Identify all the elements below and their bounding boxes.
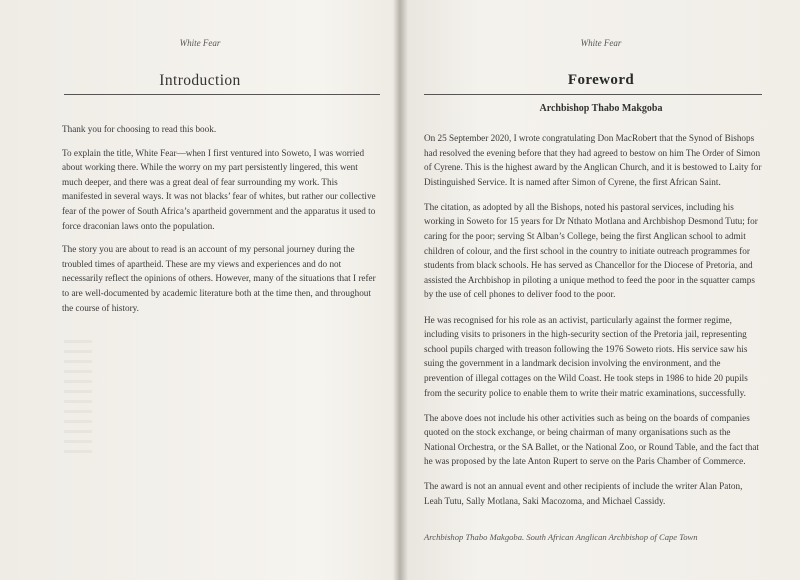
paragraph: The award is not an annual event and other recipients of include the writer Alan Paton, Leah Tutu, Sally Motlana, Saki Macozoma, and Michael Cassidy.	[424, 481, 743, 507]
foreword-body	[424, 131, 762, 519]
title-rule	[64, 94, 380, 95]
paragraph: To explain the title, White Fear—when I first ventured into Soweto, I was worried about working there. While the worry on my part persistently lingered, this went much deeper, and there was a great deal of fear surrounding my work. This manifested in several ways. It was not blacks’ fear of whites, but rather our collective fear of the power of South Africa’s apartheid government and the apparatus it used to force draconian laws onto the population.	[62, 147, 376, 231]
foreword-byline: Archbishop Thabo Makgoba	[539, 103, 663, 114]
introduction-title: Introduction	[159, 72, 241, 89]
show-through-marks	[64, 340, 92, 460]
paragraph: Thank you for choosing to read this book.	[62, 124, 217, 134]
foreword-title: Foreword	[567, 72, 635, 88]
paragraph: He was recognised for his role as an activist, particularly against the former regime, including visits to prisoners in the high-security section of the Pretoria jail, representing school pupils charged with treason following the 1976 Soweto riots. His service saw his suing the government in a landmark decision involving the environment, and the prevention of illegal cottages on the Wild Coast. He took steps in 1986 to hide 20 pupils from the security police to enable them to write their matric examinations, successfully.	[424, 314, 748, 398]
paragraph: The story you are about to read is an account of my personal journey during the troubled times of apartheid. These are my views and experiences and do not necessarily reflect the opinions of others. However, many of the situations that I refer to are well-documented by academic literature both at the time then, and throughout the course of history.	[62, 244, 376, 313]
title-rule	[424, 94, 762, 95]
paragraph: On 25 September 2020, I wrote congratulating Don MacRobert that the Synod of Bishops had resolved the evening before that they had agreed to bestow on him The Order of Simon of Cyrene. This is the highest award by the Anglican Church, and it is bestowed to Laity for Distinguished Service. It is named after Simon of Cyrene, the first African Saint.	[424, 133, 762, 187]
paragraph: The citation, as adopted by all the Bishops, noted his pastoral services, including his working in Soweto for 15 years for Dr Nthato Motlana and Archbishop Desmond Tutu; for caring for the poor; serving St Alban’s College, being the first Anglican school to admit children of colour, and the first school in the country to initiate outreach programmes for students from black schools. He has served as Chancellor for the Diocese of Pretoria, and assisted the Archbishop in piloting a unique method to feed the poor in the squatter camps by the use of cell phones to deliver food to the poor.	[424, 201, 758, 300]
right-running-head: White Fear	[580, 38, 622, 48]
right-page	[402, 0, 800, 580]
paragraph: The above does not include his other activities such as being on the boards of companies quoted on the stock exchange, or being chairman of many organisations such as the National Orchestra, or the SA Ballet, or the National Zoo, or Round Table, and the fact that he was proposed by the late Anton Rupert to serve on the Paris Chamber of Commerce.	[424, 412, 759, 467]
introduction-body	[62, 122, 380, 324]
photo-caption: Archbishop Thabo Makgoba. South African Anglican Archbishop of Cape Town	[424, 532, 698, 542]
left-running-head: White Fear	[179, 38, 221, 48]
